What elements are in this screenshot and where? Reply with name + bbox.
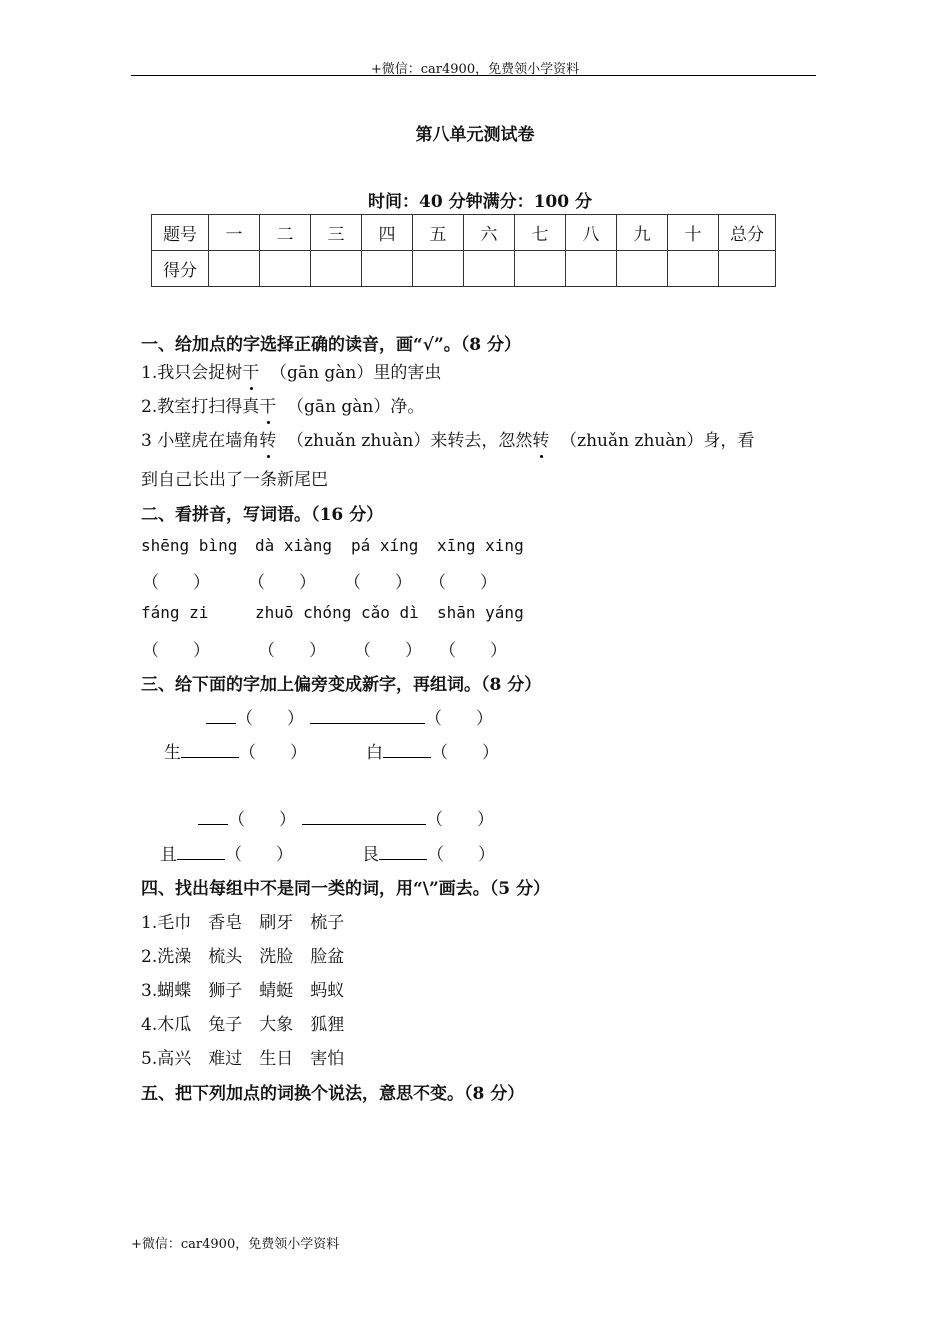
score-cell[interactable] [566,251,617,287]
section-2-heading: 二、看拼音，写词语。（16 分） [141,505,384,525]
pinyin-item: zhuō chóng [255,603,352,622]
score-cell[interactable] [515,251,566,287]
score-header-cell: 八 [566,215,617,251]
page-title: 第八单元测试卷 [415,125,535,145]
section-1-line-4: 到自己长出了一条新尾巴 [141,470,328,490]
footer-note: +微信：car4900，免费领小学资料 [131,1237,340,1252]
base-char: 生 [164,743,181,763]
header-divider [131,75,816,76]
time-info: 时间：40 分钟满分：100 分 [368,192,592,212]
radical-row-2 [164,738,307,763]
answer-paren[interactable]: （ ） [225,845,293,865]
word-group: 5.高兴 难过 生日 害怕 [141,1049,345,1069]
line-text: 1.我只会捉树 [141,363,243,383]
answer-paren[interactable]: （ ） [236,709,304,729]
section-1-line-2 [141,392,424,417]
score-header-cell: 九 [617,215,668,251]
dotted-char: 转 [259,426,276,451]
header-note: +微信：car4900，免费领小学资料 [370,62,580,77]
pinyin-choice[interactable]: （zhuǎn zhuàn）来转去，忽然 [287,431,533,451]
pinyin-item: dà xiàng [255,536,333,555]
section-1-line-1 [141,358,441,383]
section-4-heading: 四、找出每组中不是同一类的词，用“\”画去。（5 分） [141,879,551,899]
score-cell[interactable] [260,251,311,287]
answer-paren[interactable]: （ ） [427,845,495,865]
section-5-heading: 五、把下列加点的词换个说法，意思不变。（8 分） [141,1084,525,1104]
answer-paren[interactable]: （ ） [431,743,499,763]
answer-blank[interactable] [206,706,236,724]
radical-row-4 [160,840,293,865]
radical-row-3 [198,805,494,830]
answer-blank[interactable] [302,807,426,825]
section-1-line-3 [141,426,754,451]
score-table-score-row [152,251,776,287]
score-cell[interactable] [209,251,260,287]
score-header-cell: 总分 [719,215,776,251]
line-text: 3 小壁虎在墙角 [141,431,260,451]
score-cell[interactable] [413,251,464,287]
word-group: 1.毛巾 香皂 刷牙 梳子 [141,913,345,933]
score-header-cell: 二 [260,215,311,251]
score-cell[interactable] [617,251,668,287]
score-header-cell: 题号 [152,215,209,251]
word-group: 2.洗澡 梳头 洗脸 脸盆 [141,947,345,967]
dotted-char: 干 [242,358,259,383]
score-table [151,214,776,287]
answer-paren[interactable]: （ ） [439,641,507,661]
score-header-cell: 六 [464,215,515,251]
score-cell[interactable] [362,251,413,287]
score-cell[interactable] [464,251,515,287]
answer-paren[interactable]: （ ） [248,573,316,593]
score-row-label: 得分 [152,251,209,287]
pinyin-item: fáng zi [141,603,209,622]
score-header-cell: 七 [515,215,566,251]
score-cell[interactable] [668,251,719,287]
answer-paren[interactable]: （ ） [258,641,326,661]
word-group: 3.蝴蝶 狮子 蜻蜓 蚂蚁 [141,981,345,1001]
answer-paren[interactable]: （ ） [239,743,307,763]
score-header-cell: 四 [362,215,413,251]
pinyin-item: shēng bìng [141,536,238,555]
base-char: 且 [160,845,177,865]
section-3-heading: 三、给下面的字加上偏旁变成新字，再组词。（8 分） [141,675,542,695]
score-header-cell: 十 [668,215,719,251]
answer-paren[interactable]: （ ） [228,810,296,830]
pinyin-item: pá xíng [351,536,419,555]
base-char: 艮 [362,845,379,865]
dotted-char: 转 [532,426,549,451]
word-group: 4.木瓜 兔子 大象 狐狸 [141,1015,345,1035]
line-text: 2.教室打扫得真 [141,397,260,417]
answer-blank[interactable] [383,740,431,758]
radical-row-1 [206,704,493,729]
answer-blank[interactable] [198,807,228,825]
radical-row-2b [366,738,499,763]
pinyin-choice[interactable]: （gān gàn）净。 [287,397,425,417]
score-header-cell: 一 [209,215,260,251]
score-table-header-row [152,215,776,251]
answer-blank[interactable] [177,842,225,860]
pinyin-choice[interactable]: （gān gàn）里的害虫 [270,363,442,383]
answer-blank[interactable] [379,842,427,860]
answer-blank[interactable] [181,740,239,758]
pinyin-item: cǎo dì [361,603,419,622]
score-cell[interactable] [311,251,362,287]
answer-paren[interactable]: （ ） [429,573,497,593]
answer-paren[interactable]: （ ） [142,641,210,661]
score-header-cell: 五 [413,215,464,251]
score-header-cell: 三 [311,215,362,251]
answer-paren[interactable]: （ ） [354,641,422,661]
section-1-heading: 一、给加点的字选择正确的读音，画“√”。（8 分） [141,335,521,355]
dotted-char: 干 [259,392,276,417]
pinyin-choice[interactable]: （zhuǎn zhuàn）身，看 [560,431,755,451]
score-cell[interactable] [719,251,776,287]
answer-paren[interactable]: （ ） [425,709,493,729]
answer-paren[interactable]: （ ） [426,810,494,830]
base-char: 白 [366,743,383,763]
radical-row-4b [362,840,495,865]
answer-paren[interactable]: （ ） [344,573,412,593]
answer-paren[interactable]: （ ） [142,573,210,593]
answer-blank[interactable] [310,706,425,724]
pinyin-item: shān yáng [437,603,524,622]
pinyin-item: xīng xing [437,536,524,555]
